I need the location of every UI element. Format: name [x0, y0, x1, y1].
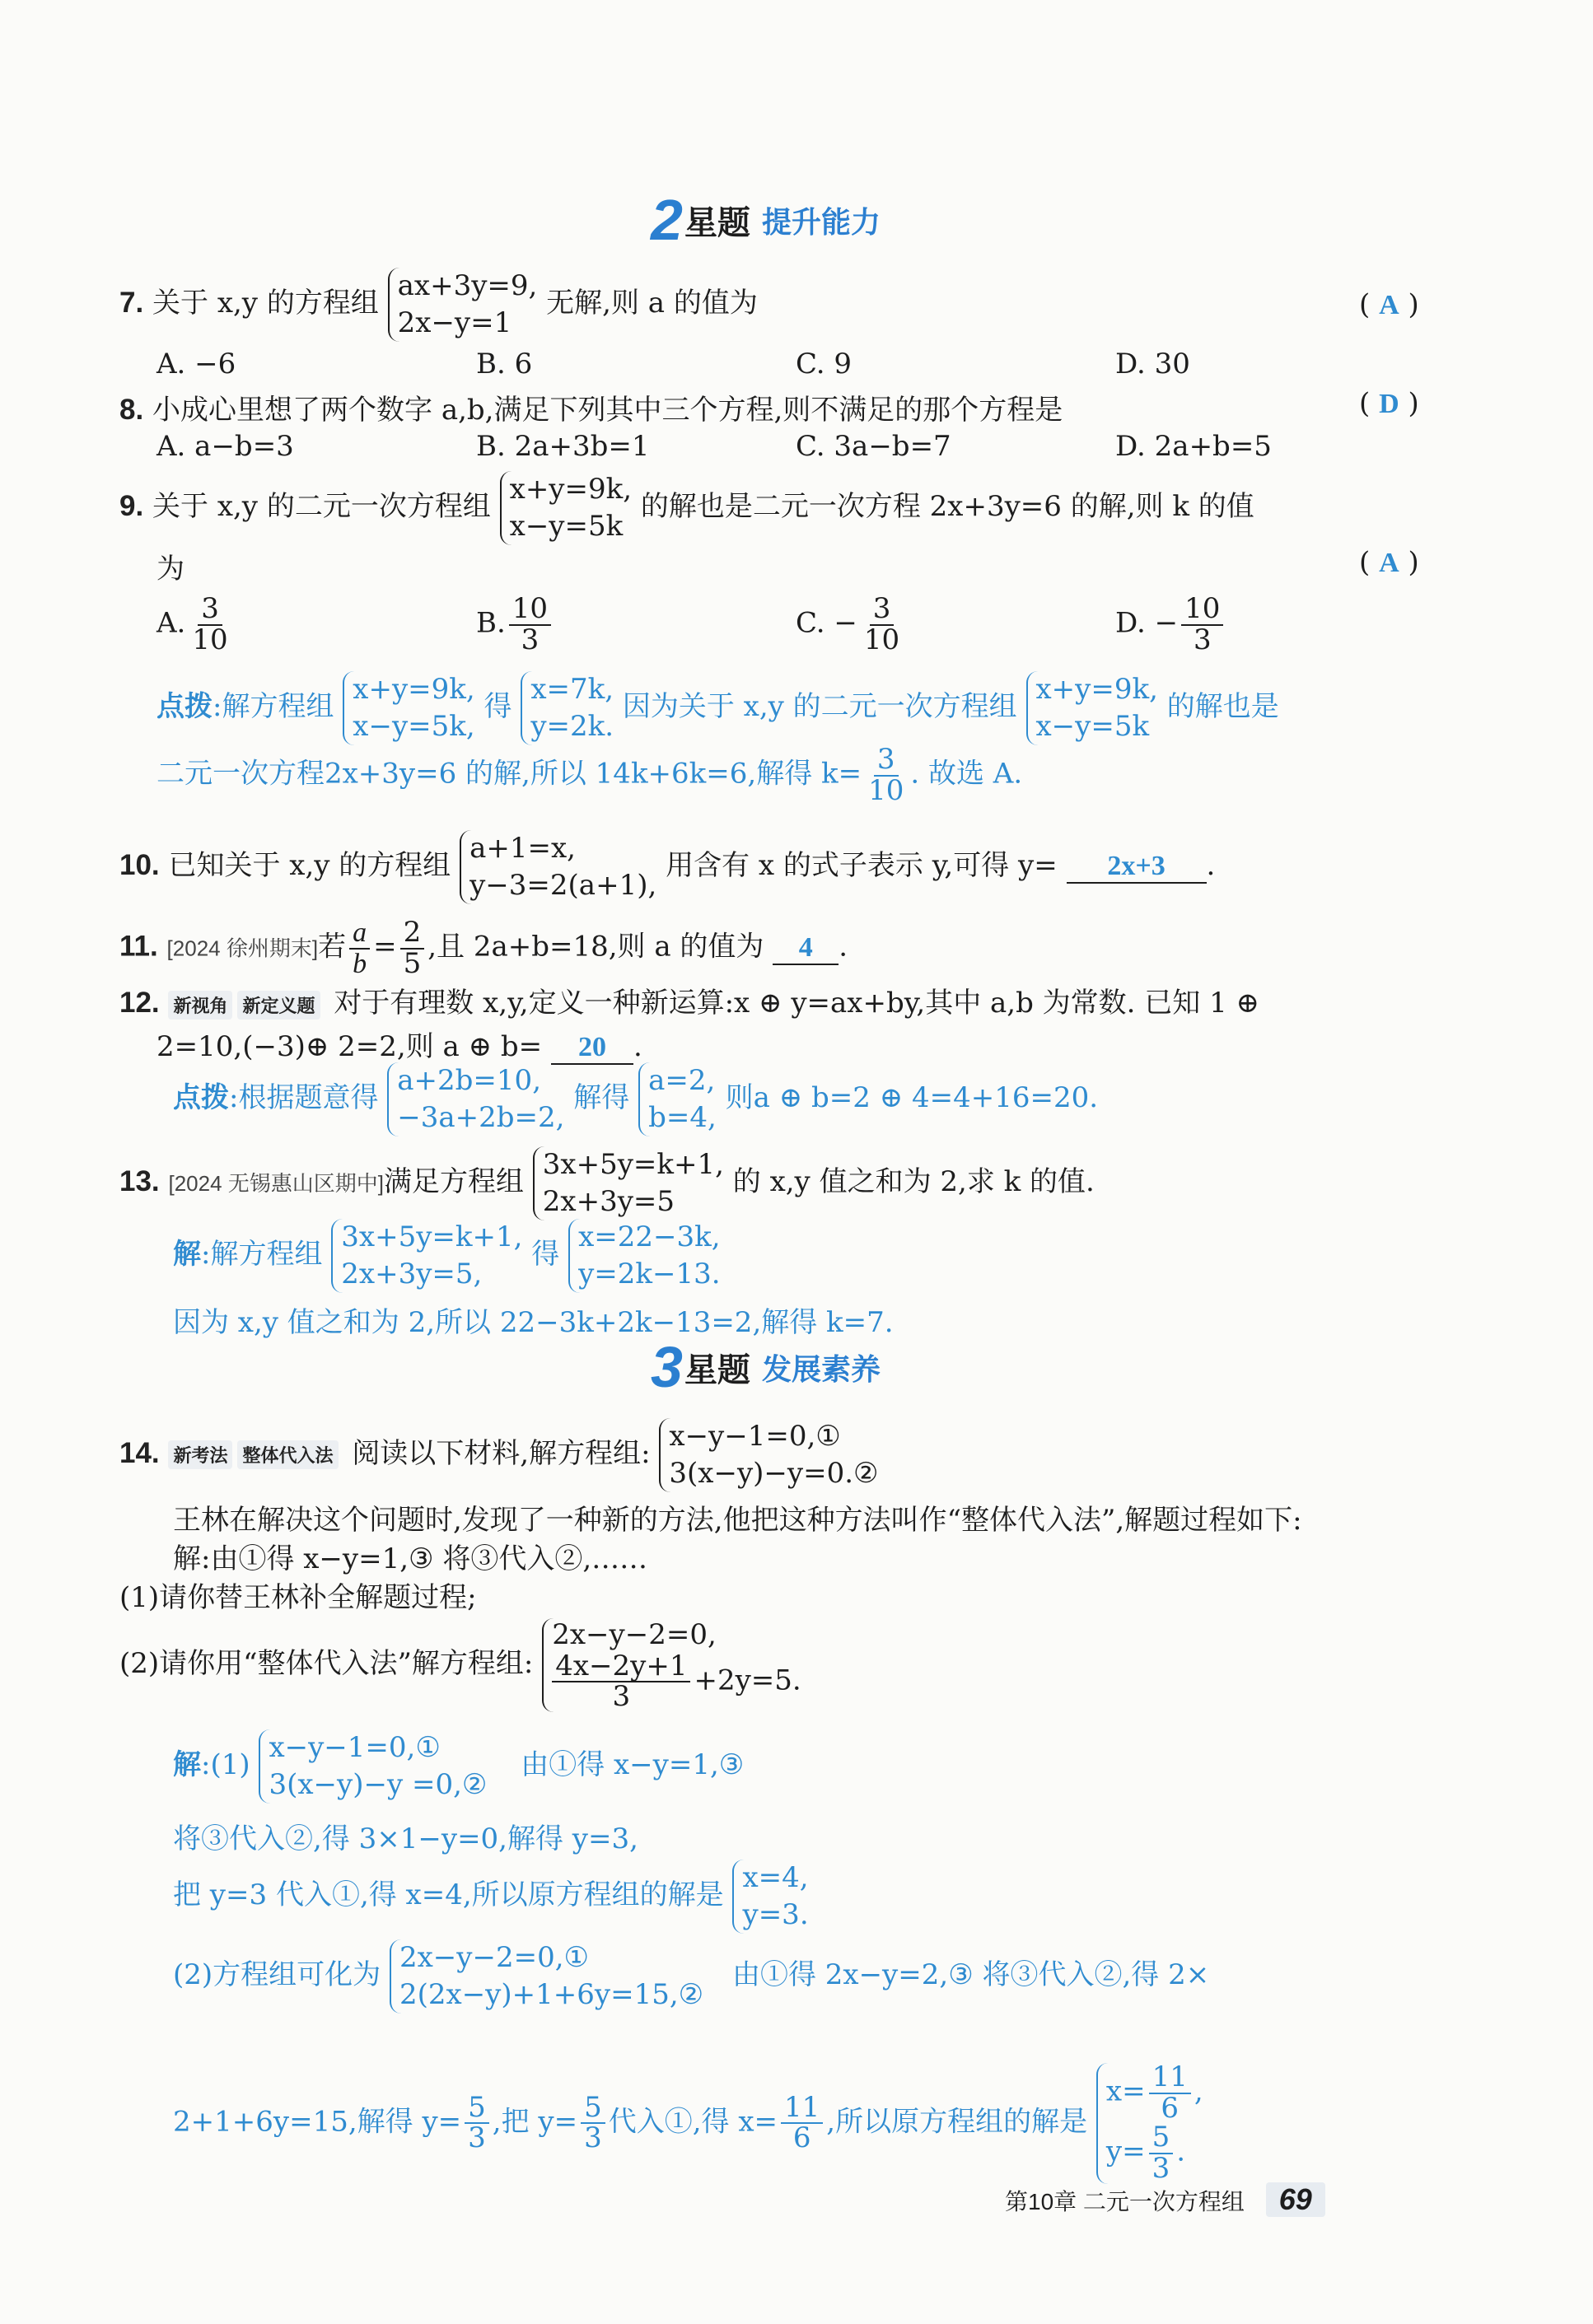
hint-text: 因为关于 x,y 的二元一次方程组	[622, 689, 1017, 723]
hint-9	[156, 671, 1279, 745]
question-text: ,且 2a+b=18,则 a 的值为	[427, 930, 764, 964]
hint-12	[173, 1062, 1098, 1136]
equation: 3(x−y)−y=0.②	[669, 1456, 879, 1490]
question-text: 阅读以下材料,解方程组:	[352, 1436, 651, 1470]
equation: x=4,	[742, 1861, 809, 1894]
solution-text: 由①得 x−y=1,③	[521, 1748, 745, 1781]
punctuation: .	[633, 1030, 642, 1063]
chapter-footer	[1005, 2182, 1325, 2217]
question-12-line2	[156, 1024, 642, 1065]
section-number: 2	[651, 188, 683, 252]
fraction	[552, 1649, 690, 1714]
equation-system	[659, 1418, 878, 1492]
equation: a+1=x,	[469, 832, 576, 865]
equation: b=4,	[648, 1100, 717, 1134]
section-subtitle: 发展素养	[761, 1352, 881, 1387]
option-d: D. 2a+b=5	[1115, 430, 1272, 463]
equation: 3x+5y=k+1,	[341, 1220, 523, 1253]
hint-text: . 故选 A.	[910, 757, 1023, 791]
equation: x+y=9k,	[353, 673, 475, 706]
question-text: 若	[318, 930, 347, 964]
equation-system	[387, 1062, 564, 1136]
solution-14-1	[173, 1729, 744, 1804]
fraction	[400, 918, 425, 978]
question-text: 无解,则 a 的值为	[546, 286, 758, 320]
equation-system	[1026, 671, 1158, 745]
option-c	[796, 592, 906, 656]
option-c: C. 3a−b=7	[796, 430, 951, 463]
option-a	[156, 592, 235, 656]
answer-bracket: ( A )	[1359, 546, 1419, 579]
solution-text: ,所以原方程组的解是	[826, 2105, 1088, 2139]
equation: y=2k−13.	[578, 1257, 721, 1290]
tag-badge: 整体代入法	[237, 1440, 338, 1469]
question-text: 已知关于 x,y 的方程组	[168, 848, 451, 882]
question-11	[119, 918, 848, 978]
hint-text: 得	[484, 689, 512, 723]
question-text: 解:由①得 x−y=1,③ 将③代入②,……	[173, 1542, 648, 1575]
equation-system	[568, 1219, 721, 1293]
equation: 2x+3y=5,	[341, 1257, 483, 1290]
equation-system	[732, 1860, 808, 1934]
numerator: 3	[874, 745, 899, 777]
fraction	[861, 592, 903, 656]
hint-text: 解得	[573, 1080, 630, 1114]
question-text: 关于 x,y 的二元一次方程组	[152, 489, 491, 523]
answer-blank	[773, 931, 839, 965]
answer-blank	[551, 1030, 633, 1065]
equation-lhs: x=	[1105, 2074, 1146, 2108]
denominator: 10	[863, 623, 900, 656]
solution-label: 解	[173, 1748, 201, 1781]
solution-label: 解	[173, 1237, 201, 1271]
equation-system	[500, 471, 632, 545]
solution-text: 由①得 2x−y=2,③ 将③代入②,得 2×	[731, 1958, 1210, 1991]
fraction	[865, 745, 907, 805]
option-b: B. 2a+3b=1	[476, 430, 650, 463]
solution-14-2	[173, 1939, 1209, 2014]
equation-system	[521, 671, 614, 745]
question-text: 的 x,y 值之和为 2,求 k 的值.	[732, 1164, 1095, 1198]
solution-text: :解方程组	[201, 1237, 323, 1271]
answer-choice: A	[1379, 290, 1399, 320]
equation-lhs: y=	[1105, 2135, 1146, 2169]
hint-text: 则a ⊕ b=2 ⊕ 4=4+16=20.	[725, 1080, 1099, 1114]
equation-system	[1096, 2060, 1203, 2186]
hint-label: 点拨	[173, 1080, 229, 1114]
hint-label: 点拨	[156, 689, 213, 723]
solution-text: 因为 x,y 值之和为 2,所以 22−3k+2k−13=2,解得 k=7.	[173, 1306, 894, 1339]
answer-value: 4	[798, 931, 813, 963]
equation-system	[460, 830, 656, 904]
section-word: 星题	[684, 203, 750, 242]
equation: y−3=2(a+1),	[469, 868, 657, 902]
denominator: 6	[1161, 2091, 1180, 2125]
equation	[552, 1649, 801, 1714]
numerator: 5	[581, 2093, 605, 2125]
question-text: 的解也是二元一次方程 2x+3y=6 的解,则 k 的值	[640, 489, 1254, 523]
equation-system	[533, 1146, 724, 1220]
answer-bracket: ( A )	[1359, 288, 1419, 321]
question-7	[119, 268, 758, 342]
numerator: 2	[400, 918, 425, 950]
section-header-3	[651, 1335, 881, 1399]
denominator: 3	[521, 623, 540, 656]
question-number: 13.	[119, 1164, 160, 1197]
question-number: 9.	[119, 489, 144, 522]
equation: x−y=5k	[1035, 709, 1150, 743]
page-number: 69	[1266, 2182, 1325, 2217]
question-number: 10.	[119, 848, 160, 881]
option-b: B. 6	[476, 348, 533, 380]
equation: ax+3y=9,	[397, 269, 538, 302]
section-word: 星题	[684, 1351, 750, 1389]
option-a: A. −6	[156, 348, 236, 380]
equation: y=2k.	[530, 709, 614, 743]
equation: 2(2x−y)+1+6y=15,②	[399, 1977, 704, 2011]
equation: 2x−y−2=0,①	[399, 1941, 590, 1974]
denominator: 3	[584, 2121, 602, 2155]
equation-system	[542, 1618, 801, 1712]
option-label: D. −	[1115, 606, 1179, 640]
option-b	[476, 592, 554, 656]
option-d	[1115, 592, 1226, 656]
denominator: 3	[612, 1680, 631, 1714]
equation: x−y=5k	[509, 509, 624, 543]
fraction	[1181, 592, 1223, 656]
numerator: 3	[870, 595, 895, 626]
source-tag: [2024 徐州期末]	[166, 936, 319, 961]
section-number: 3	[651, 1335, 683, 1399]
equation-tail: +2y=5.	[694, 1664, 801, 1697]
equation: x−y=5k,	[353, 709, 475, 743]
answer-choice: A	[1379, 548, 1399, 578]
hint-text: 二元一次方程2x+3y=6 的解,所以 14k+6k=6,解得 k=	[156, 757, 862, 791]
hint-text: 的解也是	[1166, 689, 1279, 723]
fraction	[189, 592, 231, 656]
question-13	[119, 1146, 1095, 1220]
solution-text: ,把 y=	[492, 2105, 578, 2139]
hint-text: :根据题意得	[229, 1080, 379, 1114]
question-text: 用含有 x 的式子表示 y,可得 y=	[666, 848, 1058, 882]
solution-14-2-line2	[173, 2060, 1203, 2186]
question-9	[119, 471, 1254, 545]
equation: 3(x−y)−y =0,②	[269, 1767, 488, 1801]
equation: 2x−y−2=0,	[552, 1618, 717, 1651]
equation-system	[638, 1062, 717, 1136]
question-number: 11.	[119, 930, 158, 963]
sub-question-2	[119, 1618, 801, 1712]
option-label: A.	[156, 606, 186, 640]
question-number: 8.	[119, 394, 144, 426]
question-14	[119, 1418, 879, 1492]
numerator: 11	[781, 2093, 823, 2125]
solution-text: 把 y=3 代入①,得 x=4,所以原方程组的解是	[173, 1878, 724, 1911]
denominator: 10	[192, 623, 228, 656]
chapter-title: 第10章 二元一次方程组	[1005, 2189, 1245, 2214]
solution-text: 得	[531, 1237, 560, 1271]
solution-13	[173, 1219, 721, 1293]
solution-text: (2)方程组可化为	[173, 1958, 381, 1991]
denominator: 3	[468, 2121, 486, 2155]
equation: 2x−y=1	[397, 306, 512, 339]
equation: x=22−3k,	[578, 1220, 721, 1253]
equals-sign: =	[373, 930, 397, 964]
hint-9-line2	[156, 745, 1022, 805]
equation: x+y=9k,	[509, 473, 633, 506]
numerator: 11	[1149, 2063, 1191, 2094]
equation	[1105, 2121, 1203, 2186]
solution-text: :(1)	[201, 1748, 250, 1781]
tag-badge: 新考法	[168, 1440, 232, 1469]
equation-system	[259, 1729, 487, 1804]
fraction	[581, 2090, 605, 2155]
numerator: 5	[1149, 2123, 1174, 2154]
denominator: 6	[792, 2121, 811, 2155]
equation: x=7k,	[530, 673, 614, 706]
equation: y=3.	[742, 1897, 809, 1931]
numerator: a	[349, 918, 370, 950]
answer-blank	[1067, 849, 1207, 884]
solution-text: 代入①,得 x=	[608, 2105, 778, 2139]
question-12	[119, 980, 1259, 1020]
equation: a=2,	[648, 1064, 716, 1097]
fraction	[1149, 2121, 1174, 2186]
equation-system	[390, 1939, 703, 2014]
question-text: 为	[156, 553, 185, 586]
fraction	[509, 592, 551, 656]
punctuation: ,	[1194, 2074, 1203, 2108]
equation-system	[331, 1219, 522, 1293]
section-subtitle: 提升能力	[761, 205, 881, 240]
question-text: 2=10,(−3)⊕ 2=2,则 a ⊕ b=	[156, 1030, 543, 1063]
tag-badge: 新视角	[168, 991, 232, 1020]
section-header-2	[651, 188, 881, 252]
solution-14-1-line3	[173, 1860, 809, 1934]
fraction	[349, 918, 370, 978]
option-d: D. 30	[1115, 348, 1190, 380]
punctuation: .	[839, 930, 848, 964]
answer-value: 2x+3	[1107, 850, 1166, 881]
question-number: 7.	[119, 286, 144, 319]
equation-system	[343, 671, 474, 745]
question-number: 12.	[119, 987, 160, 1019]
numerator: 3	[198, 595, 222, 626]
numerator: 4x−2y+1	[552, 1652, 690, 1683]
numerator: 10	[509, 595, 551, 626]
question-text: (2)请你用“整体代入法”解方程组:	[119, 1647, 534, 1681]
option-a: A. a−b=3	[156, 430, 294, 463]
fraction	[465, 2090, 489, 2155]
source-tag: [2024 无锡惠山区期中]	[168, 1170, 384, 1196]
equation: a+2b=10,	[397, 1064, 541, 1097]
answer-choice: D	[1379, 389, 1399, 419]
question-text: 满足方程组	[383, 1164, 524, 1198]
equation-system	[388, 268, 538, 342]
answer-bracket: ( D )	[1359, 387, 1419, 420]
numerator: 10	[1181, 595, 1223, 626]
fraction	[781, 2090, 823, 2155]
question-10	[119, 830, 1215, 904]
equation: x−y−1=0,①	[269, 1731, 441, 1764]
option-label: B.	[476, 606, 506, 640]
answer-value: 20	[577, 1032, 606, 1062]
question-8	[119, 387, 1063, 427]
solution-text: 2+1+6y=15,解得 y=	[173, 2105, 462, 2139]
denominator: 3	[1152, 2152, 1170, 2186]
punctuation: .	[1176, 2135, 1186, 2169]
question-text: 关于 x,y 的方程组	[152, 286, 379, 320]
question-text: 王林在解决这个问题时,发现了一种新的方法,他把这种方法叫作“整体代入法”,解题过程如下:	[173, 1504, 1302, 1537]
equation: x−y−1=0,①	[669, 1420, 841, 1453]
solution-text: 将③代入②,得 3×1−y=0,解得 y=3,	[173, 1822, 638, 1855]
denominator: 10	[868, 773, 904, 807]
denominator: b	[353, 948, 367, 979]
denominator: 5	[403, 946, 422, 980]
option-c: C. 9	[796, 348, 853, 380]
equation: x+y=9k,	[1035, 673, 1158, 706]
numerator: 5	[465, 2093, 489, 2125]
punctuation: .	[1206, 848, 1216, 882]
sub-question-1: (1)请你替王林补全解题过程;	[119, 1581, 477, 1614]
tag-badge: 新定义题	[237, 991, 320, 1020]
fraction	[1149, 2060, 1191, 2125]
question-text: 对于有理数 x,y,定义一种新运算:x ⊕ y=ax+by,其中 a,b 为常数. 已知 1 ⊕	[334, 987, 1260, 1020]
question-number: 14.	[119, 1436, 160, 1469]
equation: 3x+5y=k+1,	[542, 1148, 724, 1181]
equation	[1105, 2060, 1203, 2125]
equation: −3a+2b=2,	[397, 1100, 565, 1134]
question-text: 小成心里想了两个数字 a,b,满足下列其中三个方程,则不满足的那个方程是	[152, 394, 1063, 427]
equation: 2x+3y=5	[542, 1184, 675, 1218]
option-label: C. −	[796, 606, 857, 640]
denominator: 3	[1193, 623, 1212, 656]
hint-text: :解方程组	[213, 689, 334, 723]
